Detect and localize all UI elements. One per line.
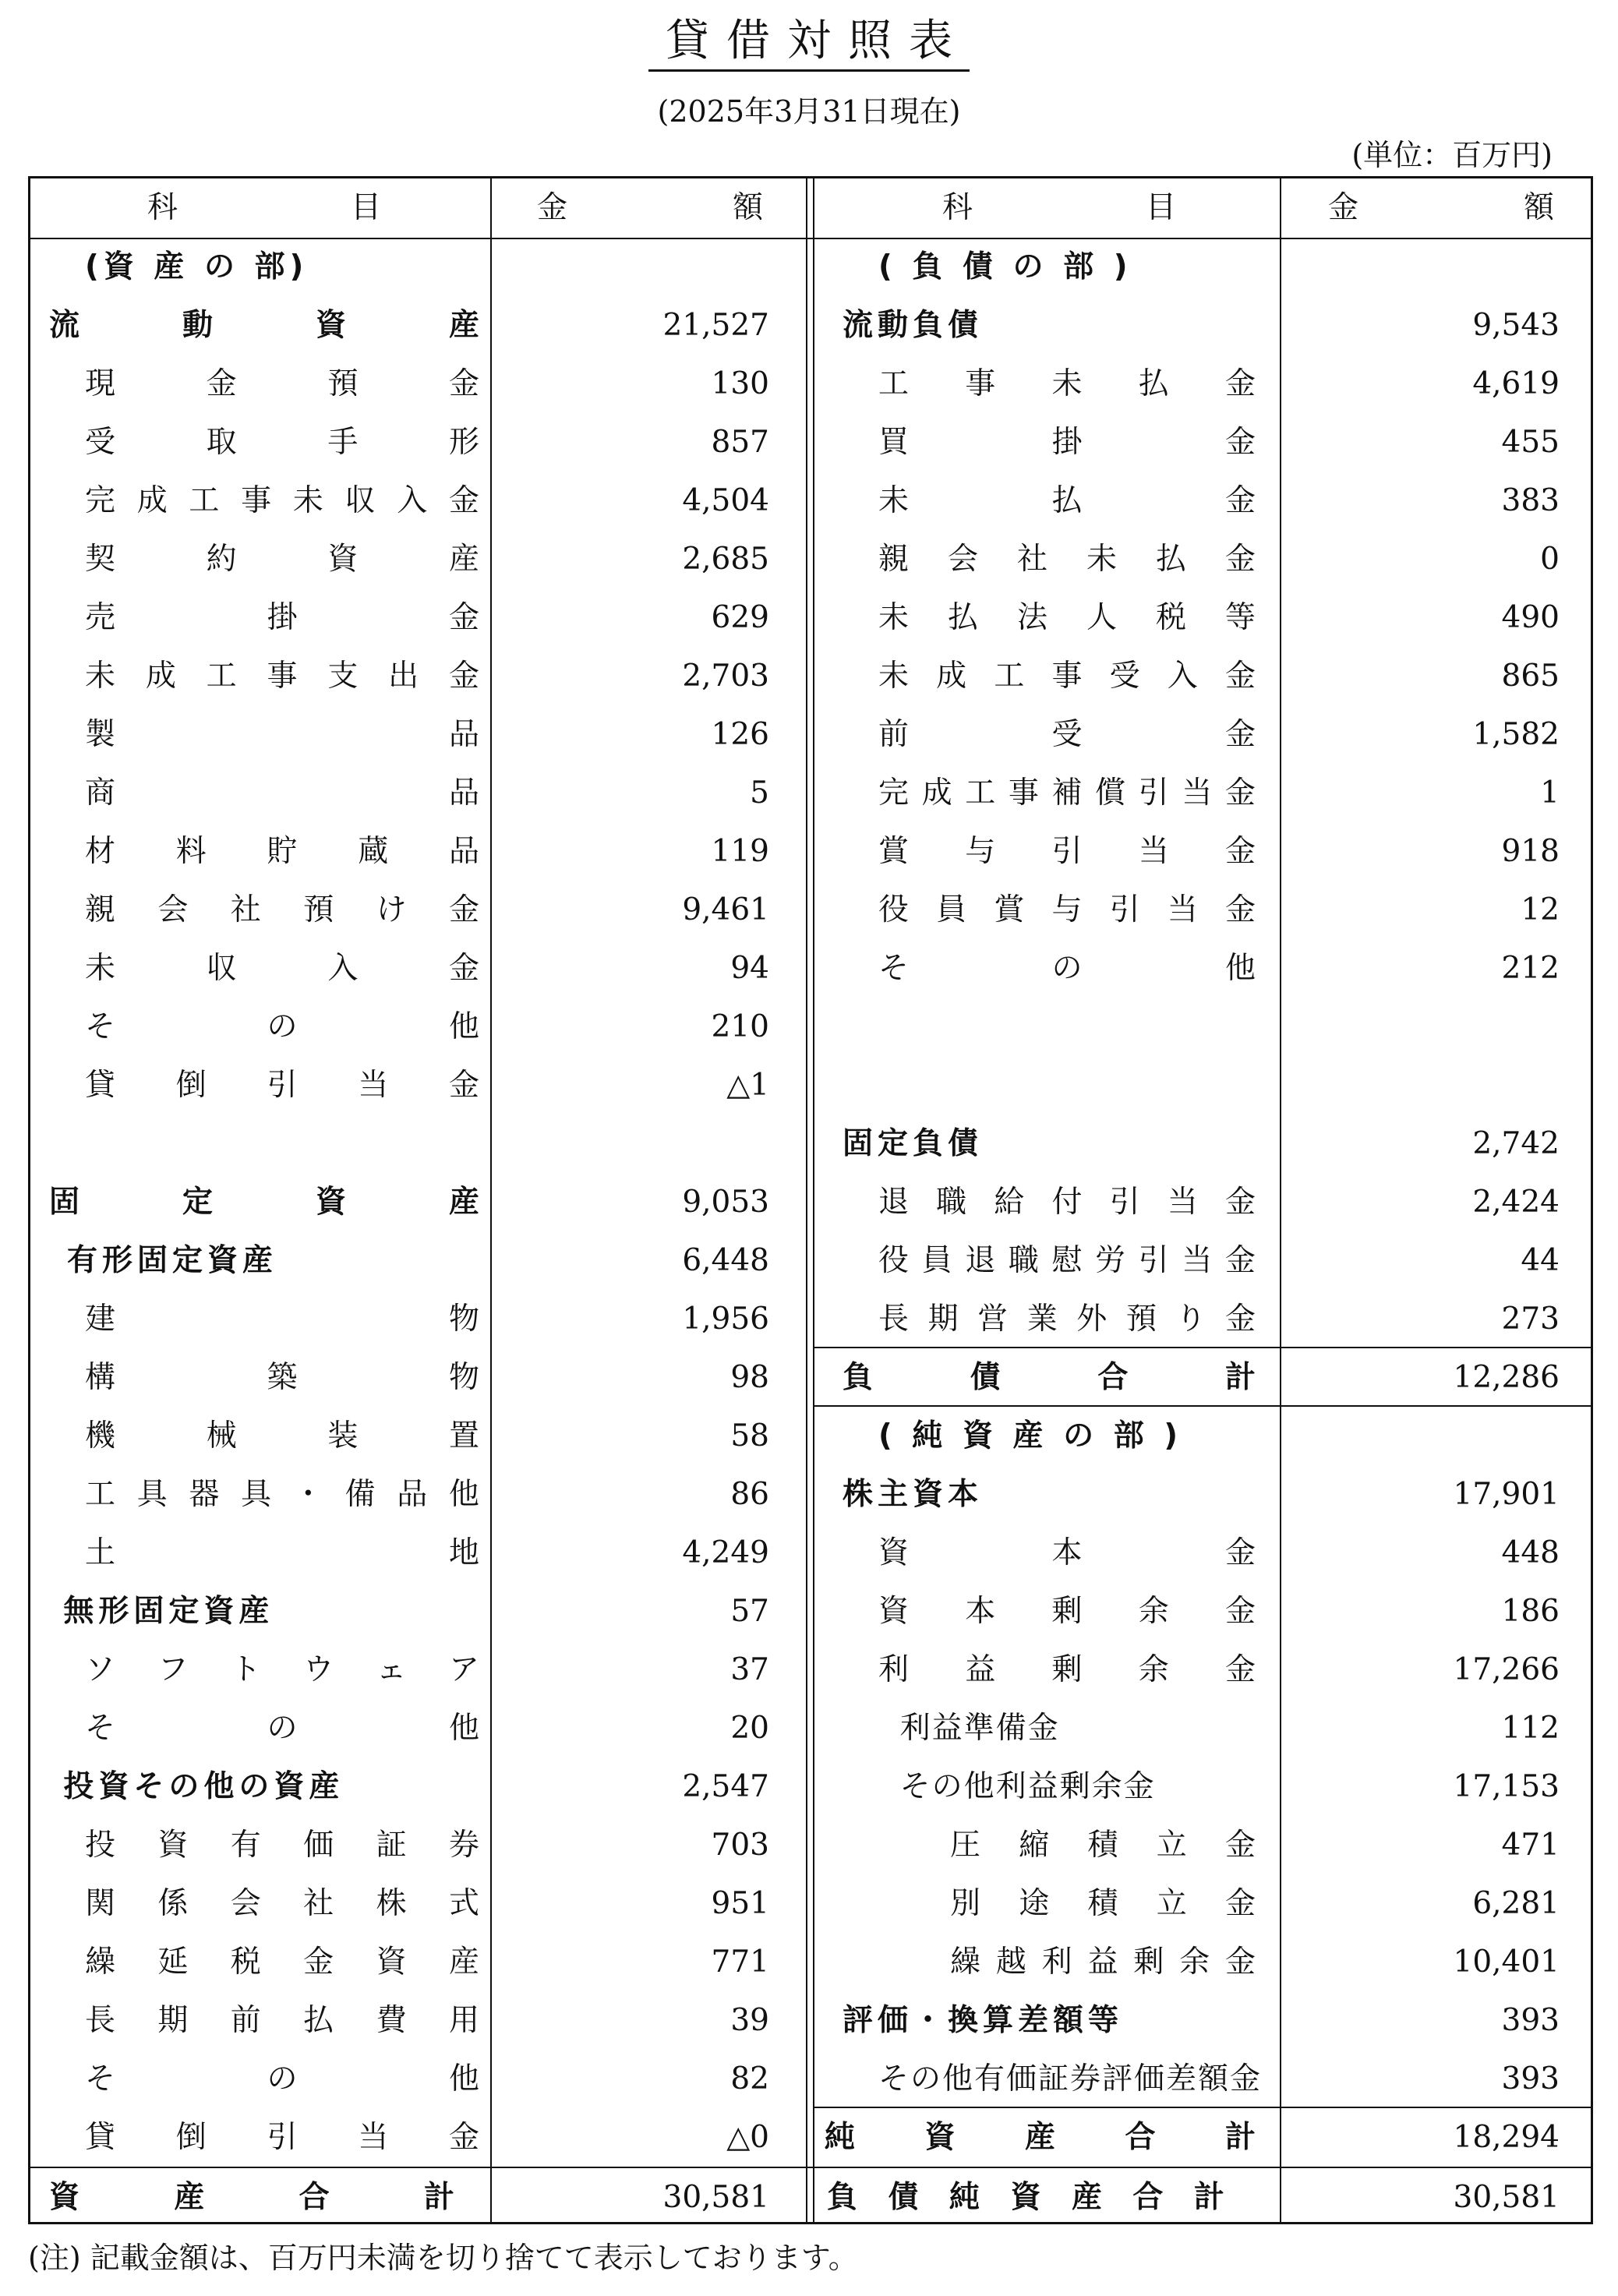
left_rows-row-label: ソ フ ト ウ ェ ア bbox=[85, 1652, 479, 1687]
right_rows-row-label: その他有価証券評価差額金 bbox=[878, 2061, 1263, 2096]
table-rule bbox=[813, 178, 814, 2224]
left_rows-row-amount: 6,448 bbox=[682, 1243, 769, 1278]
right_rows-row-label: 株主資本 bbox=[843, 1477, 984, 1512]
left_rows-row-amount: △0 bbox=[726, 2120, 769, 2155]
header-amount-left: 金 額 bbox=[537, 190, 763, 225]
right_rows-row-label: 親 会 社 未 払 金 bbox=[878, 542, 1256, 577]
left_rows-row-label: 契 約 資 産 bbox=[85, 542, 479, 577]
right_rows-row-label: 圧 縮 積 立 金 bbox=[950, 1828, 1256, 1863]
left_rows-row-amount: 2,685 bbox=[682, 542, 769, 577]
right_rows-row-amount: 6,281 bbox=[1472, 1886, 1560, 1921]
right_rows-row-amount: 865 bbox=[1501, 659, 1560, 694]
header-subject-left: 科 目 bbox=[147, 190, 381, 225]
left_rows-row-label: 売 掛 金 bbox=[85, 600, 479, 635]
right_rows-row-label: 長 期 営 業 外 預 り 金 bbox=[878, 1302, 1256, 1337]
left_rows-row-amount: 1,956 bbox=[682, 1302, 769, 1337]
right_rows-row-amount: 212 bbox=[1501, 951, 1560, 986]
right_rows-row-amount: 12 bbox=[1521, 892, 1560, 927]
left_rows-row-label: 完 成 工 事 未 収 入 金 bbox=[85, 483, 479, 518]
left_rows-row-label: そ の 他 bbox=[85, 1711, 479, 1746]
right_rows-row-amount: 455 bbox=[1501, 425, 1560, 460]
total-assets-amount: 30,581 bbox=[662, 2180, 769, 2215]
right_rows-row-label: 未 成 工 事 受 入 金 bbox=[878, 659, 1256, 694]
left_rows-row-amount: 703 bbox=[711, 1828, 769, 1863]
left_rows-row-label: 商 品 bbox=[85, 775, 479, 811]
left_rows-row-amount: 2,703 bbox=[682, 659, 769, 694]
right_rows-row-label: 前 受 金 bbox=[878, 717, 1256, 752]
left_rows-row-label: 構 築 物 bbox=[85, 1360, 479, 1395]
right_rows-row-label: 役 員 賞 与 引 当 金 bbox=[878, 892, 1256, 927]
balance-sheet-table bbox=[28, 176, 1593, 2224]
left_rows-row-label: 長 期 前 払 費 用 bbox=[85, 2003, 479, 2038]
right_rows-row-label: 未 払 金 bbox=[878, 483, 1256, 518]
footnote: (注) 記載金額は、百万円未満を切り捨てて表示しております。 bbox=[28, 2241, 858, 2275]
right_rows-row-amount: 18,294 bbox=[1453, 2120, 1560, 2155]
left_rows-row-label: 受 取 手 形 bbox=[85, 425, 479, 460]
right_rows-row-amount: 44 bbox=[1521, 1243, 1560, 1278]
right_rows-row-amount: 112 bbox=[1501, 1711, 1560, 1746]
left_rows-row-amount: 39 bbox=[730, 2003, 769, 2038]
right_rows-row-amount: 273 bbox=[1501, 1302, 1560, 1337]
header-amount-right: 金 額 bbox=[1328, 190, 1554, 225]
right_rows-row-amount: 1,582 bbox=[1472, 717, 1560, 752]
left_rows-row-amount: 57 bbox=[730, 1594, 769, 1629]
right_rows-row-amount: 2,742 bbox=[1472, 1126, 1560, 1161]
left_rows-row-label: 建 物 bbox=[85, 1302, 479, 1337]
left_rows-row-label: 未 収 入 金 bbox=[85, 951, 479, 986]
left_rows-row-label: 繰 延 税 金 資 産 bbox=[85, 1945, 479, 1980]
left_rows-row-amount: 210 bbox=[711, 1009, 769, 1044]
total-liabilities-equity-amount: 30,581 bbox=[1453, 2180, 1560, 2215]
left_rows-row-amount: 9,461 bbox=[682, 892, 769, 927]
left_rows-row-amount: 4,504 bbox=[682, 483, 769, 518]
total-liabilities-equity-label: 負 債 純 資 産 合 計 bbox=[827, 2180, 1224, 2215]
right_rows-row-label: 未 払 法 人 税 等 bbox=[878, 600, 1256, 635]
right_rows-row-label: 工 事 未 払 金 bbox=[878, 366, 1256, 401]
left_rows-row-amount: 82 bbox=[730, 2061, 769, 2096]
right_rows-row-amount: 0 bbox=[1540, 542, 1560, 577]
right_rows-row-label: 賞 与 引 当 金 bbox=[878, 834, 1256, 869]
left_rows-row-amount: 37 bbox=[730, 1652, 769, 1687]
right_rows-row-amount: 448 bbox=[1501, 1535, 1560, 1570]
left_rows-row-label: 有形固定資産 bbox=[67, 1243, 278, 1278]
left_rows-row-label: 固 定 資 産 bbox=[49, 1185, 479, 1220]
right_rows-row-amount: 471 bbox=[1501, 1828, 1560, 1863]
left_rows-row-label: 無形固定資産 bbox=[63, 1594, 274, 1629]
right_rows-row-amount: 393 bbox=[1501, 2061, 1560, 2096]
as-of-date: (2025年3月31日現在) bbox=[657, 94, 961, 129]
left_rows-row-amount: △1 bbox=[726, 1068, 769, 1103]
right_rows-row-amount: 186 bbox=[1501, 1594, 1560, 1629]
left_rows-row-amount: 58 bbox=[730, 1418, 769, 1454]
left_rows-row-amount: 126 bbox=[711, 717, 769, 752]
left_rows-row-label: (資 産 の 部) bbox=[85, 249, 309, 284]
right_rows-row-label: ( 負 債 の 部 ) bbox=[878, 249, 1132, 284]
left_rows-row-label: 貸 倒 引 当 金 bbox=[85, 2120, 479, 2155]
right_rows-row-label: 流動負債 bbox=[843, 308, 984, 343]
left_rows-row-amount: 119 bbox=[711, 834, 769, 869]
left_rows-row-amount: 951 bbox=[711, 1886, 769, 1921]
right_rows-row-label: 資 本 剰 余 金 bbox=[878, 1594, 1256, 1629]
left_rows-row-amount: 94 bbox=[730, 951, 769, 986]
right_rows-row-amount: 17,901 bbox=[1453, 1477, 1560, 1512]
left_rows-row-amount: 4,249 bbox=[682, 1535, 769, 1570]
right_rows-row-label: その他利益剰余金 bbox=[899, 1769, 1156, 1804]
document-title: 貸借対照表 bbox=[0, 6, 1618, 69]
left_rows-row-label: 機 械 装 置 bbox=[85, 1418, 479, 1454]
left_rows-row-label: 関 係 会 社 株 式 bbox=[85, 1886, 479, 1921]
right_rows-row-label: 負 債 合 計 bbox=[843, 1360, 1256, 1395]
left_rows-row-label: 貸 倒 引 当 金 bbox=[85, 1068, 479, 1103]
right_rows-row-label: 利 益 剰 余 金 bbox=[878, 1652, 1256, 1687]
left_rows-row-amount: 629 bbox=[711, 600, 769, 635]
right_rows-row-amount: 490 bbox=[1501, 600, 1560, 635]
total-assets-label: 資 産 合 計 bbox=[49, 2180, 454, 2215]
right_rows-row-label: 純 資 産 合 計 bbox=[825, 2120, 1256, 2155]
right_rows-row-label: ( 純 資 産 の 部 ) bbox=[878, 1418, 1183, 1454]
left_rows-row-amount: 5 bbox=[750, 775, 769, 811]
right_rows-row-amount: 10,401 bbox=[1453, 1945, 1560, 1980]
left_rows-row-amount: 9,053 bbox=[682, 1185, 769, 1220]
header-subject-right: 科 目 bbox=[942, 190, 1176, 225]
right_rows-row-amount: 2,424 bbox=[1472, 1185, 1560, 1220]
right_rows-row-label: 繰 越 利 益 剰 余 金 bbox=[950, 1945, 1256, 1980]
unit-label: (単位：百万円) bbox=[1351, 138, 1553, 172]
right_rows-row-label: 評価・換算差額等 bbox=[843, 2003, 1124, 2038]
right_rows-row-label: 固定負債 bbox=[843, 1126, 984, 1161]
right_rows-row-label: 完 成 工 事 補 償 引 当 金 bbox=[878, 775, 1256, 811]
left_rows-row-amount: 86 bbox=[730, 1477, 769, 1512]
left_rows-row-label: 投資その他の資産 bbox=[63, 1769, 344, 1804]
right_rows-row-amount: 1 bbox=[1540, 775, 1560, 811]
right_rows-row-amount: 17,153 bbox=[1453, 1769, 1560, 1804]
right_rows-row-label: 退 職 給 付 引 当 金 bbox=[878, 1185, 1256, 1220]
right_rows-row-label: 買 掛 金 bbox=[878, 425, 1256, 460]
left_rows-row-amount: 857 bbox=[711, 425, 769, 460]
right_rows-row-label: 別 途 積 立 金 bbox=[950, 1886, 1256, 1921]
right_rows-row-amount: 383 bbox=[1501, 483, 1560, 518]
left_rows-row-label: 流 動 資 産 bbox=[49, 308, 479, 343]
right_rows-row-label: 役 員 退 職 慰 労 引 当 金 bbox=[878, 1243, 1256, 1278]
left_rows-row-label: そ の 他 bbox=[85, 1009, 479, 1044]
right_rows-row-amount: 393 bbox=[1501, 2003, 1560, 2038]
left_rows-row-label: 親 会 社 預 け 金 bbox=[85, 892, 479, 927]
right_rows-row-amount: 4,619 bbox=[1472, 366, 1560, 401]
left_rows-row-amount: 98 bbox=[730, 1360, 769, 1395]
left_rows-row-label: 材 料 貯 蔵 品 bbox=[85, 834, 479, 869]
left_rows-row-amount: 21,527 bbox=[662, 308, 769, 343]
left_rows-row-label: 投 資 有 価 証 券 bbox=[85, 1828, 479, 1863]
left_rows-row-amount: 771 bbox=[711, 1945, 769, 1980]
right_rows-row-amount: 17,266 bbox=[1453, 1652, 1560, 1687]
right_rows-row-amount: 9,543 bbox=[1472, 308, 1560, 343]
left_rows-row-amount: 2,547 bbox=[682, 1769, 769, 1804]
left_rows-row-label: 工 具 器 具 ・ 備 品 他 bbox=[85, 1477, 479, 1512]
left_rows-row-label: 土 地 bbox=[85, 1535, 479, 1570]
left_rows-row-label: 現 金 預 金 bbox=[85, 366, 479, 401]
left_rows-row-label: そ の 他 bbox=[85, 2061, 479, 2096]
right_rows-row-label: そ の 他 bbox=[878, 951, 1256, 986]
right_rows-row-amount: 918 bbox=[1501, 834, 1560, 869]
left_rows-row-label: 製 品 bbox=[85, 717, 479, 752]
left_rows-row-amount: 20 bbox=[730, 1711, 769, 1746]
right_rows-row-label: 資 本 金 bbox=[878, 1535, 1256, 1570]
right_rows-row-amount: 12,286 bbox=[1453, 1360, 1560, 1395]
right_rows-row-label: 利益準備金 bbox=[899, 1711, 1060, 1746]
left_rows-row-label: 未 成 工 事 支 出 金 bbox=[85, 659, 479, 694]
left_rows-row-amount: 130 bbox=[711, 366, 769, 401]
table-rule bbox=[806, 178, 807, 2224]
